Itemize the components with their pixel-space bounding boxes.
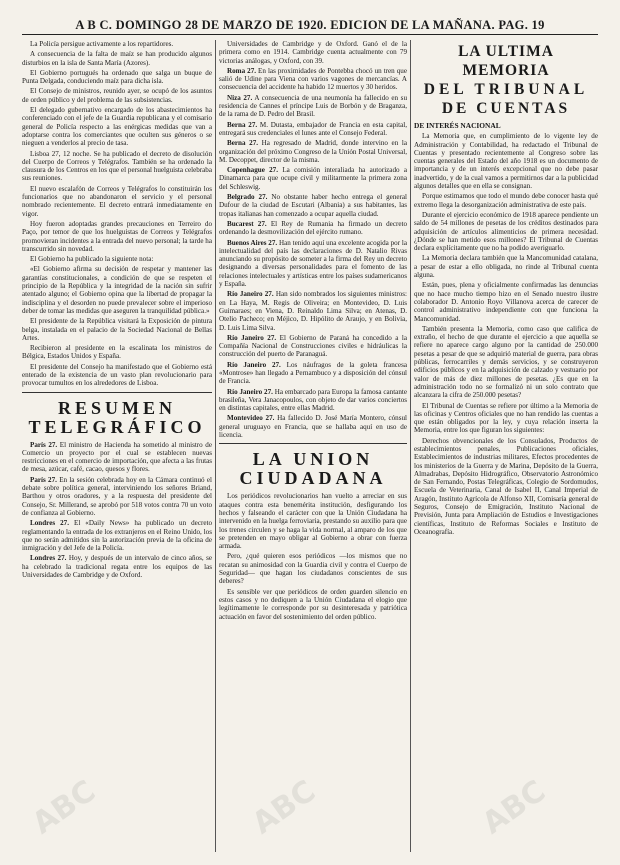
heading-line: CIUDADANA (239, 468, 387, 489)
dispatch (219, 334, 407, 359)
paragraph: «El Gobierno afirma su decisión de respetar y mantener las garantías constitucionales, a condición de que se respeten el principio de la República y la integridad de la nación sin sufrir atentado alguno; el Gobierno opina que la libertad de propagar la indisciplina y el desorden no puede prevalecer sobre el imperioso deber de tomar las medidas que aseguren la tranquilidad pública.» (22, 265, 212, 315)
subheading: DE INTERÉS NACIONAL (414, 121, 501, 130)
dispatch (219, 166, 407, 191)
dateline: Río Janeiro 27. (227, 333, 277, 342)
paragraph: El Tribunal de Cuentas se refiere por último a la Memoria de las oficinas y Centros oficiales que no han rendido las cuentas a que están obligados por la ley, y cuya relación inserta la Memoria, entre los que figuran los siguientes: (414, 401, 598, 435)
dispatch (219, 414, 407, 439)
section-heading-union-ciudadana (219, 450, 407, 488)
watermark: ABC (246, 773, 322, 842)
dispatch-text: Hoy, y después de un intervalo de cinco años, se ha celebrado la tradicional regata entre los equipos de las Universidades de Cambridge y de Oxford. (22, 554, 212, 580)
dateline: París 27. (30, 440, 58, 449)
heading-line: LA UNION (252, 449, 374, 470)
dateline: Bucarest 27. (227, 219, 267, 228)
heading-line: LA ULTIMA MEMORIA (458, 43, 554, 79)
dateline: Londres 27. (30, 519, 69, 528)
paragraph: El Consejo de ministros, reunido ayer, se ocupó de los asuntos de orden público y del problema de las subsistencias. (22, 87, 212, 104)
dispatch (219, 193, 407, 218)
paragraph: Durante el ejercicio económico de 1918 aparece pendiente un saldo de 54 millones de pesetas de los créditos destinados para adquisición de artículos alimenticios de primera necesidad. ¿Dónde se han metido esos millones? El Tribunal de Cuentas declara explícitamente que no ha podido averiguarlo. (414, 210, 598, 253)
paragraph: Hoy fueron adoptadas grandes precauciones en Terreiro do Paço, por temor de que los huelguistas de Correos y Telégrafos promovieran incidentes a la entrada del nuevo personal; la tarde ha transcurrido sin novedad. (22, 219, 212, 253)
heading-line: DE CUENTAS (441, 100, 571, 117)
paragraph: Están, pues, plena y oficialmente confirmadas las denuncias que no hace mucho tiempo hizo en el Senado nuestro ilustre colaborador D. Antonio Royo Villanova acerca de carecer de control administrativo independiente con que funciona la Mancomunidad. (414, 281, 598, 323)
dispatch (219, 121, 407, 138)
dispatch (22, 554, 212, 579)
watermark: ABC (476, 773, 552, 842)
dispatch (219, 94, 407, 119)
masthead-rule (22, 34, 598, 35)
dispatch-text: Ha embarcado para Europa la famosa cantante brasileña, Vera Janacopoulos, con objeto de dar varios conciertos en distintas capitales, entre ellas Madrid. (219, 387, 407, 413)
heading-line: DEL TRIBUNAL (423, 81, 589, 98)
paragraph: El presidente de la República visitará la Exposición de pintura belga, instalada en el palacio de la Sociedad Nacional de Bellas Artes. (22, 317, 212, 342)
column-divider (215, 40, 216, 852)
paragraph: También presenta la Memoria, como caso que califica de extraño, el hecho de que durante el ejercicio a que aquella se refiere no aparece cargo alguno por la cantidad de 250.000 pesetas a pesar de que se adquirió material de guerra, para obras públicas, ferrocarriles y demás servicios, y se construyeron edificios públicos y en la adquisición de calzado y vestuario por valor de más de diez millones de pesetas. ¿Es que en la administración todo no se formalizó ni un solo contrato que alcanzara la cifra de 250.000 pesetas? (414, 324, 598, 400)
masthead: A B C. DOMINGO 28 DE MARZO DE 1920. EDICION DE LA MAÑANA. PAG. 19 (75, 18, 545, 32)
dispatch (219, 67, 407, 92)
dispatch-text: Ha fallecido D. José María Montero, cónsul general uruguayo en Francia, que se hallaba aquí en uso de licencia. (219, 414, 407, 440)
dispatch (219, 388, 407, 413)
section-rule (219, 443, 407, 444)
heading-line: RESUMEN (57, 397, 176, 418)
column-2 (219, 40, 407, 850)
portugal-report (22, 40, 212, 388)
paragraph: Los periódicos revolucionarios han vuelto a arreciar en sus ataques contra esta benemérita institución, desfigurando los hechos y falseando el carácter con que la Unión Ciudadana ha intervenido en la huelga ferroviaria, prestando su auxilio para que los trenes circulen y se haga la vida normal, al amparo de los que se pretenden en mayo obligar al Gobierno a obrar con fuerza armada. (219, 492, 407, 551)
dispatch (22, 519, 212, 552)
dateline: Montevideo 27. (227, 414, 275, 423)
dispatch-text: No obstante haber hecho entrega el general Dufour de la ciudad de Escutari (Albania) a sus habitantes, las tropas italianas han comenzado a ocupar aquella ciudad. (219, 193, 407, 218)
paragraph: Es sensible ver que periódicos de orden guarden silencio en estos casos y no dediquen a la Unión Ciudadana el elogio que legítimamente le corresponde por su desinteresada y patriótica actuación en favor del sostenimiento del orden público. (219, 587, 407, 621)
paragraph: Universidades de Cambridge y de Oxford. Ganó el de la primera como en 1914. Cambridge cuenta actualmente con 79 victorias análogas, y Oxford, con 39. (219, 40, 407, 65)
column-3 (414, 40, 598, 850)
dispatch-text: Los náufragos de la goleta francesa «Montrose» han llegado a Pernambuco y a disposición del cónsul de Francia. (219, 360, 407, 386)
dateline: Río Janeiro 27. (227, 290, 274, 299)
dispatch (219, 239, 407, 289)
paragraph: La Policía persigue activamente a los repartidores. (30, 40, 174, 48)
paragraph: Porque estimamos que todo el mundo debe conocer hasta qué extremo llega la desorganización administrativa de este país. (414, 192, 598, 209)
dateline: Londres 27. (30, 554, 67, 563)
paragraph: El presidente del Consejo ha manifestado que el Gobierno está enterado de la existencia de un vasto plan revolucionario para provocar tumultos en los alrededores de Lisboa. (22, 362, 212, 388)
dateline: Río Janeiro 27. (227, 360, 281, 369)
dateline: París 27. (30, 475, 57, 484)
paragraph: Recibieron al presidente en la escalinata los ministros de Bélgica, Estados Unidos y España. (22, 344, 212, 361)
dispatch-text: Ha regresado de Madrid, donde intervino en la organización del próximo Congreso de la Unión Postal Universal, M. Decoppet, director de la misma. (219, 139, 407, 164)
dispatch-text: El ministro de Hacienda ha sometido al ministro de Comercio un proyecto por el cual se establecen nuevas restricciones en el comercio de importación, que afecta a las frutas de mesa, azúcar, café, cacao, quesos y flores. (22, 440, 212, 474)
section-heading-resumen (22, 399, 212, 437)
dispatch-text: En la sesión celebrada hoy en la Cámara continuó el debate sobre política general, interviniendo los señores Briand, Barthou y otros oradores, y a la respuesta del presidente del Consejo, Sr. Millerand, se aprobó por 518 votos contra 70 un voto de confianza al Gobierno. (22, 475, 212, 517)
paragraph: Derechos obvencionales de los Consulados, Productos de establecimientos penales, Publicaciones oficiales, Establecimientos de industrias militares, Efectos procedentes de los ministerios de la Guerra y de Marina, Depósito de la Guerra, Almadrabas, Depósito Hidrográfico, Observatorio Astronómico de San Fernando, Postas Telegráficas, Colegio de Sordomudos, Escuela de Veterinaria, Canal de Isabel II, Canal Imperial de Aragón, Instituto Agrícola de Alfonso XII, Comisaría general de Seguros, Consejo de Emigración, Instituto Nacional de Previsión, Junta para Ampliación de Estudios e Investigaciones científicas, Instituto de Reformas Sociales e Instituto de Oceanografía. (414, 436, 598, 536)
paragraph: La Memoria que, en cumplimiento de lo vigente ley de Administración y Contabilidad, ha redactado el Tribunal de Cuentas y presentado recientemente al Congreso sobre las cuentas generales del Estado del año 1918 es un documento de importancia y de un interés excepcional que no debe pasar inadvertido, y de la cual vamos a permitirnos dar a la publicidad algunos detalles que en ella se consignan. (414, 132, 598, 191)
heading-line: TELEGRÁFICO (28, 416, 206, 437)
dateline: Belgrado 27. (227, 193, 268, 202)
dateline: Berna 27. (227, 139, 259, 148)
paragraph: A consecuencia de la falta de maíz se han producido algunos disturbios en la isla de Santa María (Azores). (22, 50, 212, 67)
dateline: Roma 27. (227, 66, 257, 75)
dispatch (219, 139, 407, 164)
paragraph: El nuevo escalafón de Correos y Telégrafos lo constituirán los funcionarios que no abandonaron el servicio y el personal nombrado recientemente. El decreto entrará inmediatamente en vigor. (22, 184, 212, 218)
dispatch-text: Han tenido aquí una excelente acogida por la intelectualidad del país las declaraciones de D. Natalio Rivas anunciando su propósito de someter a la firma del Rey un decreto designando a diversas personalidades para el fomento de las relaciones intelectuales y artísticas entre los países sudamericanos y España. (219, 238, 407, 289)
paragraph: El Gobierno ha publicado la siguiente nota: (30, 255, 154, 264)
dispatch-text: El Gobierno de Paraná ha concedido a la Compañía Nacional de Construcciones civiles e hidráulicas la construcción del puerto de Paranaguá. (219, 333, 407, 359)
column-1 (22, 40, 212, 850)
dispatch-text: El «Daily News» ha publicado un decreto reglamentando la entrada de los extranjeros en el Reino Unido, los que no serán admitidos sin la autorización previa de la oficina de inmigración y del Jefe de la Policía. (22, 519, 212, 553)
paragraph: Pero, ¿qué quieren esos periódicos —los mismos que no recatan su animosidad con la Guardia civil y contra el Cuerpo de Seguridad— que hagan los ciudadanos conscientes de sus deberes? (219, 552, 407, 586)
dateline: Berna 27. (227, 120, 258, 129)
paragraph: El delegado gubernativo encargado de los abastecimientos ha conferenciado con el jefe de la Guardia republicana y el comisario general de Policía respecto a las enérgicas medidas que van a adoptarse contra los comerciantes que oculten sus géneros o se nieguen a venderlos al precio de tasa. (22, 106, 212, 148)
paragraph: El Gobierno portugués ha ordenado que salga un buque de Punta Delgada, conduciendo maíz para dicha isla. (22, 68, 212, 86)
paragraph: La Memoria declara también que la Mancomunidad catalana, a pesar de estar a ello obligada, no rinde al Tribunal cuenta alguna. (414, 254, 598, 280)
dispatch (219, 290, 407, 331)
dispatch (219, 361, 407, 386)
column-divider (410, 40, 411, 852)
dispatch-text: A consecuencia de una neumonía ha fallecido en su residencia de Cannes el príncipe Luis de Borbón y de Braganza, de la rama de D. Pedro del Brasil. (219, 93, 407, 119)
paragraph: Lisboa 27, 12 noche. Se ha publicado el decreto de disolución del Cuerpo de Correos y Telégrafos. También se ha ordenado la clausura de los Centros en los que el personal huelguista celebraba sus reuniones. (22, 149, 212, 183)
section-rule (22, 392, 212, 393)
dispatch-text: M. Dutasta, embajador de Francia en esta capital, entregará sus credenciales el lunes ante el Consejo Federal. (219, 120, 407, 137)
dispatch-text: Han sido nombrados los siguientes ministros: en La Haya, M. Regis de Oliveira; en Montevideo, D. Luis Guimaraes; en Viena, D. Reinaldo Lima Silva; en Atenas, D. Otelio Pacheco; en Méjico, D. Hipólito de Araujo, y en Bolivia, D. Luis Lima Silva. (219, 290, 407, 332)
dateline: Buenos Aires 27. (227, 238, 278, 247)
dateline: Río Janeiro 27. (227, 387, 273, 396)
section-heading-memoria (414, 42, 598, 118)
dispatch (219, 220, 407, 237)
dispatch-text: En las proximidades de Pontebba chocó un tren que salió de Udine para Viena con varios vagones de mercancías. A consecuencia del accidente ha habido 12 muertos y 30 heridos. (219, 66, 407, 92)
dispatch (22, 476, 212, 517)
dateline: Copenhague 27. (227, 166, 279, 175)
watermark: ABC (26, 773, 102, 842)
dateline: Niza 27. (227, 93, 253, 102)
dispatch-text: El Rey de Rumania ha firmado un decreto ordenando la desmovilización del ejército rumano. (219, 219, 407, 237)
dispatch-text: La comisión interaliada ha autorizado a Dinamarca para que ocupe civil y militarmente la primera zona del Schleswig. (219, 166, 407, 191)
dispatch (22, 441, 212, 474)
